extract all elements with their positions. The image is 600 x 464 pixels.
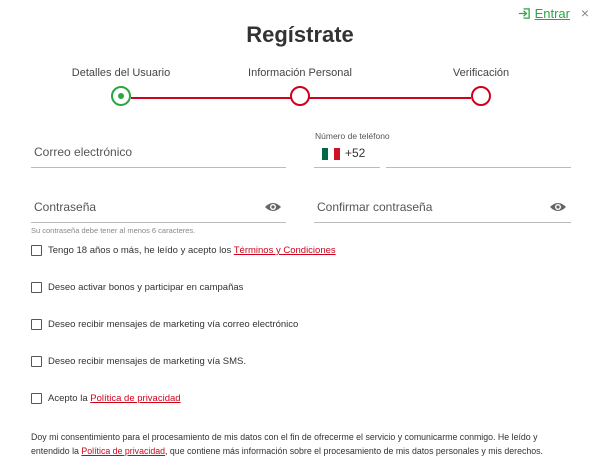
terms-link[interactable]: Términos y Condiciones [233, 245, 336, 256]
eye-icon[interactable] [264, 200, 282, 214]
sms-marketing-label: Deseo recibir mensajes de marketing vía SMS. [48, 356, 246, 367]
step-label-user-details: Detalles del Usuario [71, 67, 171, 79]
phone-label: Número de teléfono [315, 131, 390, 141]
consent-privacy-link[interactable]: Política de privacidad [81, 446, 166, 456]
page-title: Regístrate [246, 22, 354, 47]
confirm-password-field[interactable] [314, 196, 571, 223]
consent-text-end: , que contiene más información sobre el procesamiento de mis datos personales y mis derechos. [165, 446, 543, 456]
consent-text-start: Doy mi consentimiento para el procesamiento de mis datos con el fin de ofrecerme el servicio y comunicarme conmigo. He leído y entendido la [31, 432, 538, 456]
sms-marketing-checkbox[interactable] [31, 356, 42, 367]
checkbox-row-terms[interactable] [31, 245, 336, 256]
email-marketing-checkbox[interactable] [31, 319, 42, 330]
checkbox-row-bonuses[interactable] [31, 282, 243, 293]
login-link[interactable] [518, 6, 570, 21]
login-icon [518, 7, 531, 20]
top-bar [518, 5, 592, 21]
email-placeholder: Correo electrónico [34, 145, 133, 159]
bonuses-label: Deseo activar bonos y participar en campañas [48, 282, 244, 293]
checkbox-row-sms-marketing[interactable] [31, 356, 246, 367]
confirm-password-placeholder: Confirmar contraseña [317, 200, 433, 214]
email-marketing-label: Deseo recibir mensajes de marketing vía correo electrónico [48, 319, 299, 330]
password-hint: Su contraseña debe tener al menos 6 caracteres. [31, 226, 196, 235]
terms-label: Tengo 18 años o más, he leído y acepto los [48, 245, 234, 256]
step-circle-user-details [111, 86, 131, 106]
checkbox-row-privacy[interactable] [31, 393, 181, 404]
close-icon[interactable]: × [580, 5, 590, 21]
phone-number-field[interactable] [386, 141, 571, 168]
privacy-text [48, 393, 181, 404]
login-label: Entrar [534, 5, 570, 21]
step-label-verification: Verificación [452, 67, 510, 79]
step-circle-personal-info [290, 86, 310, 106]
password-placeholder: Contraseña [34, 200, 97, 214]
bonuses-checkbox[interactable] [31, 282, 42, 293]
terms-checkbox[interactable] [31, 245, 42, 256]
email-field[interactable] [31, 141, 286, 168]
privacy-label: Acepto la [48, 393, 91, 404]
step-circle-verification [471, 86, 491, 106]
eye-icon[interactable] [549, 200, 567, 214]
privacy-link[interactable]: Política de privacidad [90, 393, 181, 404]
country-code-select[interactable] [314, 141, 380, 168]
privacy-checkbox[interactable] [31, 393, 42, 404]
step-label-personal-info: Información Personal [248, 67, 352, 79]
terms-text [48, 245, 336, 256]
country-dial-code: +52 [345, 146, 366, 160]
password-field[interactable] [31, 196, 286, 223]
consent-paragraph [31, 430, 571, 458]
mexico-flag-icon [322, 148, 340, 160]
checkbox-row-email-marketing[interactable] [31, 319, 298, 330]
